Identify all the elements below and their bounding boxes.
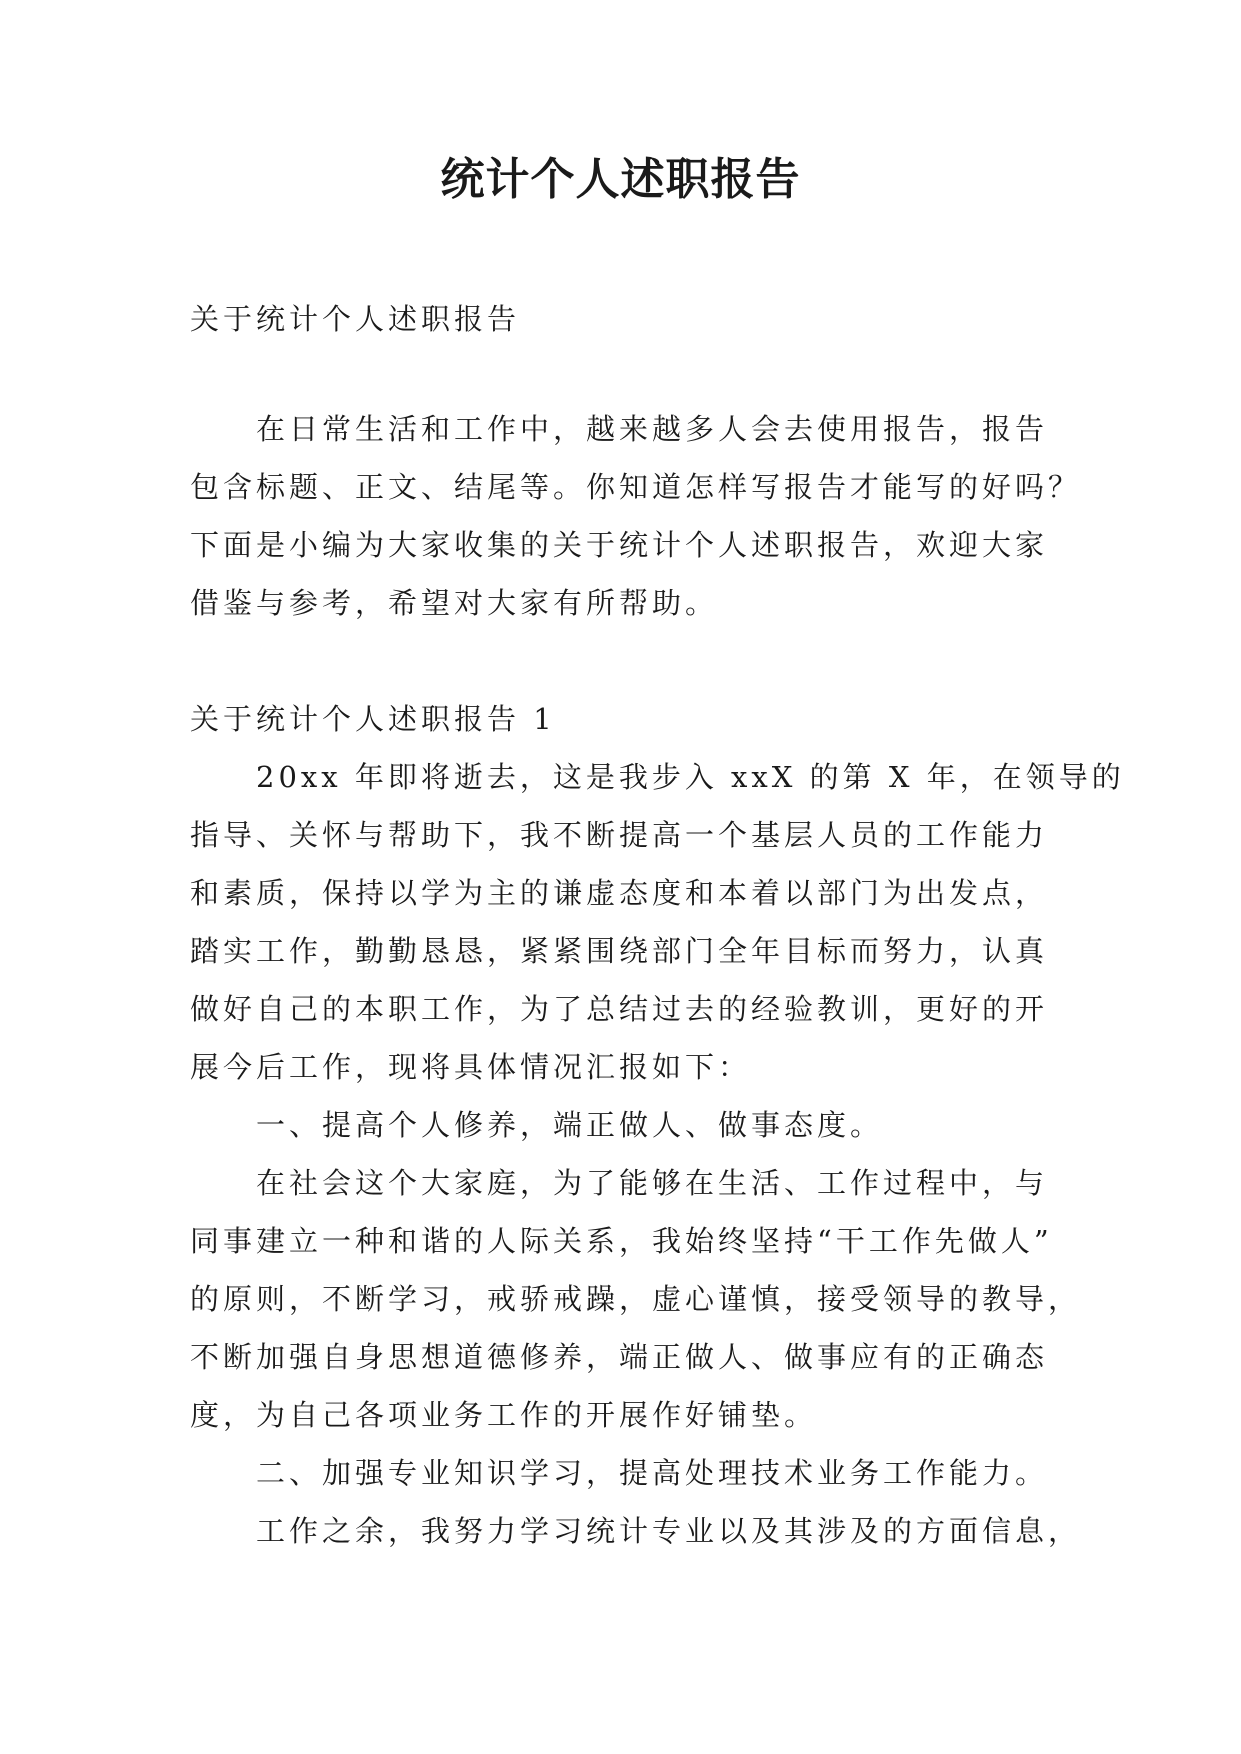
- body-line: 在社会这个大家庭，为了能够在生活、工作过程中，与: [190, 1166, 1049, 1200]
- body-line: 同事建立一种和谐的人际关系，我始终坚持“干工作先做人”: [190, 1224, 1053, 1258]
- point-heading: 二、加强专业知识学习，提高处理技术业务工作能力。: [190, 1456, 1049, 1490]
- section-heading: 关于统计个人述职报告 1: [190, 702, 556, 736]
- intro-line: 下面是小编为大家收集的关于统计个人述职报告，欢迎大家: [190, 528, 1049, 562]
- document-title: 统计个人述职报告: [440, 154, 801, 205]
- body-line: 不断加强自身思想道德修养，端正做人、做事应有的正确态: [190, 1340, 1049, 1374]
- point-heading: 一、提高个人修养，端正做人、做事态度。: [190, 1108, 884, 1142]
- body-line: 和素质，保持以学为主的谦虚态度和本着以部门为出发点，: [190, 876, 1049, 910]
- body-line: 度，为自己各项业务工作的开展作好铺垫。: [190, 1398, 818, 1432]
- body-line: 指导、关怀与帮助下，我不断提高一个基层人员的工作能力: [190, 818, 1049, 852]
- subtitle-line: 关于统计个人述职报告: [190, 302, 521, 336]
- body-line: 展今后工作，现将具体情况汇报如下：: [190, 1050, 752, 1084]
- body-line: 做好自己的本职工作，为了总结过去的经验教训，更好的开: [190, 992, 1049, 1026]
- body-line: 20xx 年即将逝去，这是我步入 xxX 的第 X 年，在领导的: [190, 760, 1125, 794]
- body-line: 工作之余，我努力学习统计专业以及其涉及的方面信息，: [190, 1514, 1082, 1548]
- intro-line: 包含标题、正文、结尾等。你知道怎样写报告才能写的好吗？: [190, 470, 1082, 504]
- document-subtitle: [190, 290, 1050, 348]
- intro-paragraph: [190, 400, 1082, 632]
- intro-line: 借鉴与参考，希望对大家有所帮助。: [190, 586, 719, 620]
- body-line: 的原则，不断学习，戒骄戒躁，虚心谨慎，接受领导的教导，: [190, 1282, 1082, 1316]
- report-body: [190, 690, 1125, 1560]
- intro-line: 在日常生活和工作中，越来越多人会去使用报告，报告: [190, 412, 1049, 446]
- body-line: 踏实工作，勤勤恳恳，紧紧围绕部门全年目标而努力，认真: [190, 934, 1049, 968]
